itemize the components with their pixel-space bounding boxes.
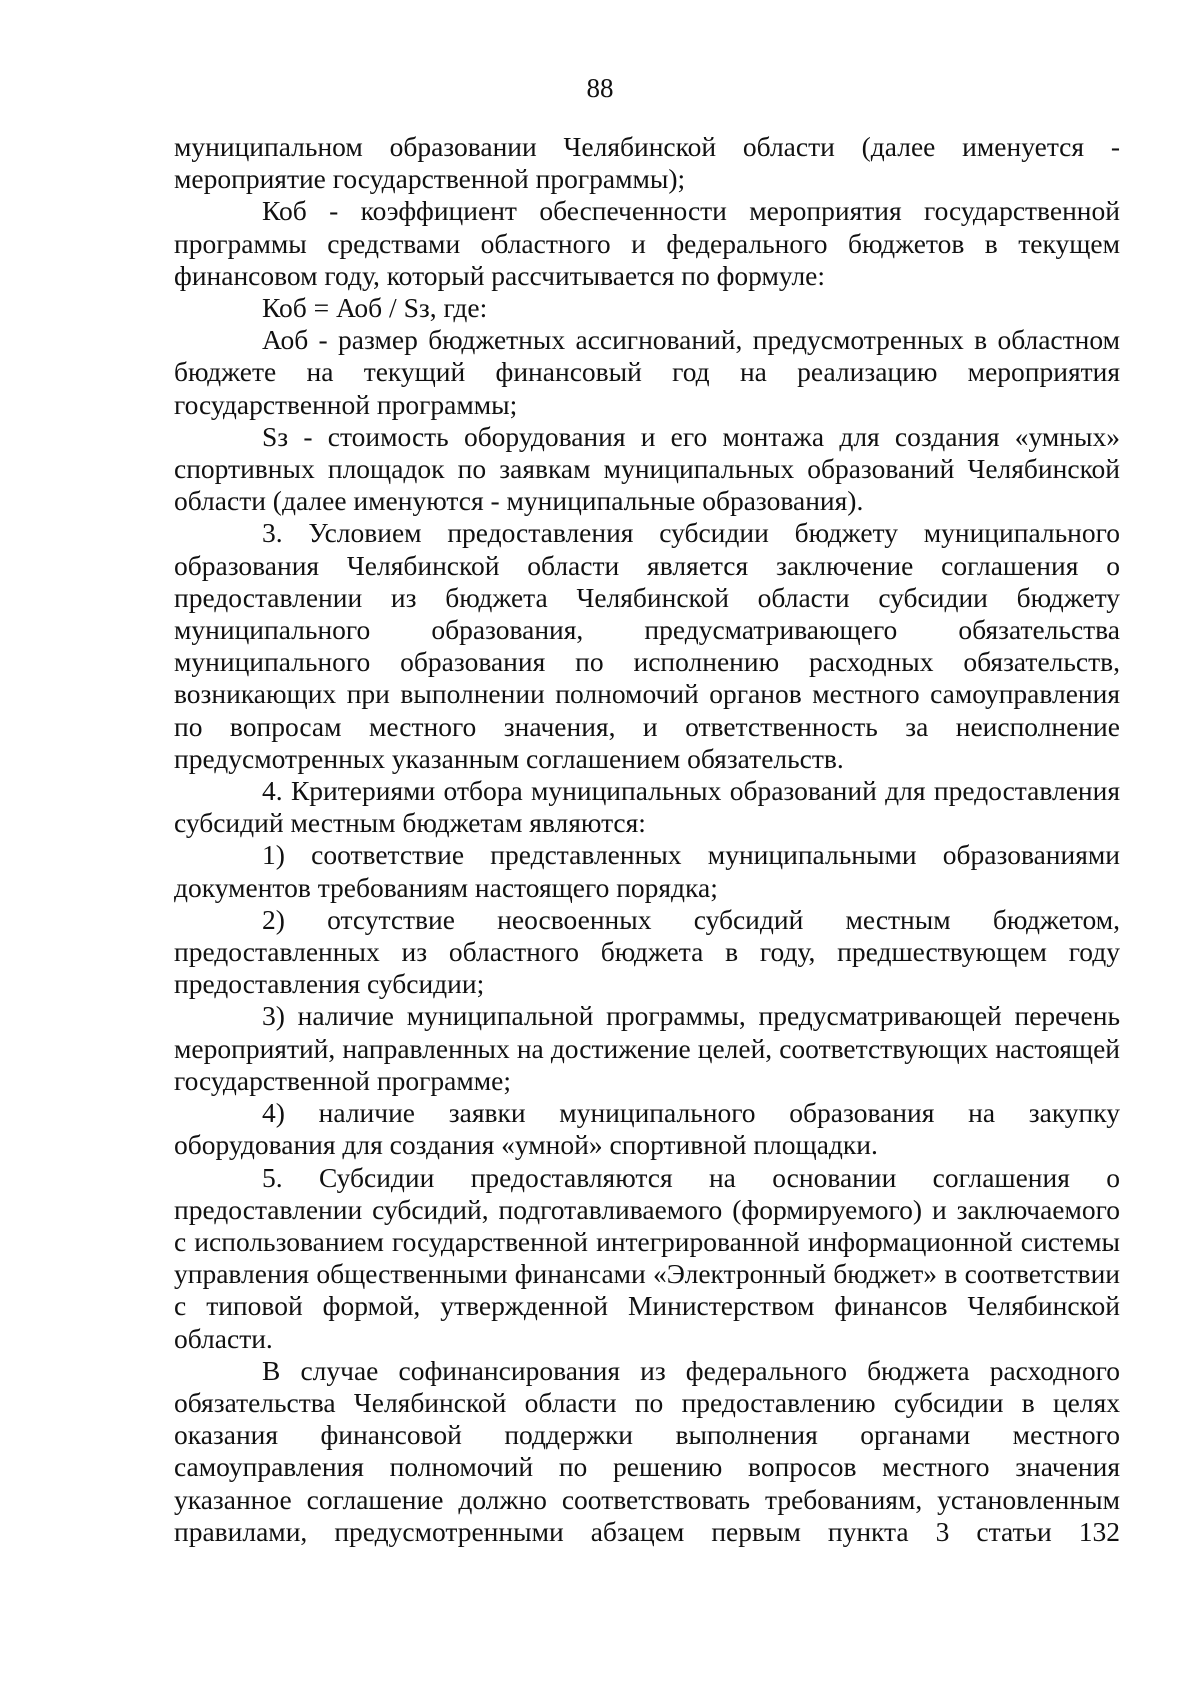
paragraph-criterion-4: 4) наличие заявки муниципального образования на закупку оборудования для создания «умной» спортивной площадки. (174, 1097, 1120, 1161)
paragraph-cofinancing: В случае софинансирования из федерального бюджета расходного обязательства Челябинской области по предоставлению субсидии в целях оказания финансовой поддержки выполнения органами местного самоуправления полномочий по решению вопросов местного значения указанное соглашение должно соответствовать требованиям, установленным правилами, предусмотренными абзацем первым пункта 3 статьи 132 (174, 1354, 1120, 1547)
paragraph-criterion-3: 3) наличие муниципальной программы, предусматривающей перечень мероприятий, направленных на достижение целей, соответствующих настоящей государственной программе; (174, 1000, 1120, 1096)
page-number: 88 (586, 73, 614, 103)
paragraph-item-5: 5. Субсидии предоставляются на основании соглашения о предоставлении субсидий, подготавливаемого (формируемого) и заключаемого с использованием государственной интегрированной информационной системы управления общественными финансами «Электронный бюджет» в соответствии с типовой формой, утвержденной Министерством финансов Челябинской области. (174, 1161, 1120, 1354)
paragraph-aob-definition: Аоб - размер бюджетных ассигнований, предусмотренных в областном бюджете на текущий финансовый год на реализацию мероприятия государственной программы; (174, 324, 1120, 420)
paragraph-item-3: 3. Условием предоставления субсидии бюджету муниципального образования Челябинской области является заключение соглашения о предоставлении из бюджета Челябинской области субсидии бюджету муниципального образования, предусматривающего обязательства муниципального образования по исполнению расходных обязательств, возникающих при выполнении полномочий органов местного самоуправления по вопросам местного значения, и ответственность за неисполнение предусмотренных указанным соглашением обязательств. (174, 517, 1120, 774)
paragraph-kob-definition: Коб - коэффициент обеспеченности мероприятия государственной программы средствами областного и федерального бюджетов в текущем финансовом году, который рассчитывается по формуле: (174, 195, 1120, 291)
paragraph-criterion-1: 1) соответствие представленных муниципальными образованиями документов требованиям настоящего порядка; (174, 839, 1120, 903)
document-body (174, 131, 1120, 1548)
paragraph-formula: Коб = Аоб / Sз, где: (262, 292, 488, 324)
paragraph-criterion-2: 2) отсутствие неосвоенных субсидий местным бюджетом, предоставленных из областного бюджета в году, предшествующем году предоставления субсидии; (174, 903, 1120, 1000)
paragraph-item-4: 4. Критериями отбора муниципальных образований для предоставления субсидий местным бюджетам являются: (174, 775, 1120, 839)
paragraph-s3-definition: Sз - стоимость оборудования и его монтажа для создания «умных» спортивных площадок по заявкам муниципальных образований Челябинской области (далее именуются - муниципальные образования). (174, 420, 1120, 517)
paragraph-continuation: муниципальном образовании Челябинской области (далее именуется - мероприятие государственной программы); (174, 131, 1120, 195)
